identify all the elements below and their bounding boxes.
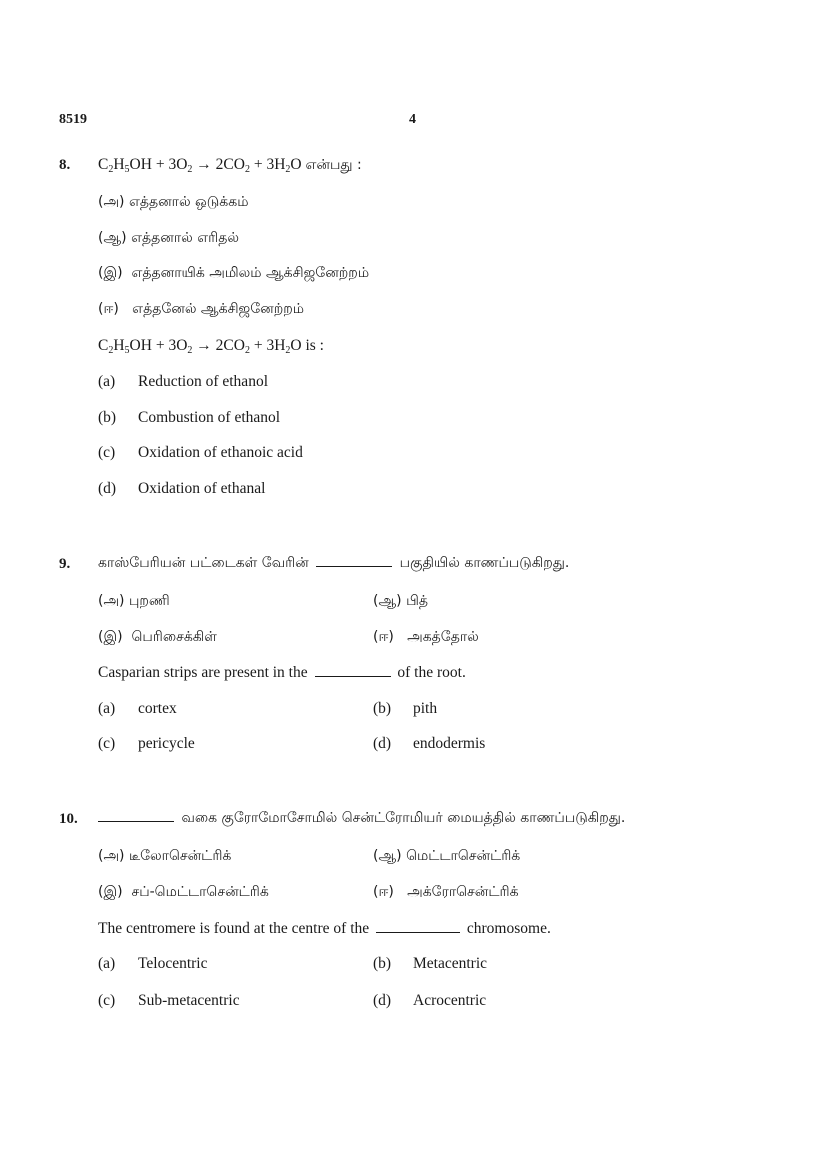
option-label-d: (d) [373,735,392,752]
question-9-english-stem: Casparian strips are present in the of the root. [98,664,466,681]
option-label-d: (d) [373,992,392,1009]
option-text-d: endodermis [413,735,486,752]
answer-blank [315,675,391,677]
option-label-b: (b) [373,700,392,717]
option-text-b: pith [413,700,438,717]
answer-blank [98,820,174,822]
option-label-c: (c) [98,735,116,752]
option-tamil-a: (அ) எத்தனால் ஒடுக்கம் [98,194,249,210]
question-10-tamil-stem: வகை குரோமோசோமில் சென்ட்ரோமியர் மையத்தில் காணப்படுகிறது. [98,810,625,828]
option-label-c: (c) [98,992,116,1009]
question-8-tamil-stem [98,156,362,175]
page-number: 4 [409,112,416,127]
option-tamil-a: (அ) டீலோசென்ட்ரிக் [98,848,232,864]
question-8-english-stem [98,337,324,355]
equation: $C_2H_5OH + 3O_2 \to 2CO_2 + 3H_2O$ [98,337,302,356]
option-label-c: (c) [98,444,116,461]
option-label-a: (a) [98,373,116,390]
question-9-tamil-stem: காஸ்பேரியன் பட்டைகள் வேரின் பகுதியில் காணப்படுகிறது. [98,555,570,571]
option-text-a: cortex [138,700,177,717]
question-10-english-stem: The centromere is found at the centre of the chromosome. [98,920,551,937]
option-text-b: Metacentric [413,955,488,972]
question-8-number: 8. [59,157,71,173]
option-text-a: Telocentric [138,955,208,972]
option-tamil-i: (இ) சப்-மெட்டாசென்ட்ரிக் [98,884,269,900]
option-tamil-ii: (ஈ) எத்தனேல் ஆக்சிஜனேற்றம் [98,301,305,317]
option-text-c: pericycle [138,735,195,752]
option-text-d: Oxidation of ethanal [138,480,266,497]
option-tamil-ii: (ஈ) அகத்தோல் [373,629,479,645]
option-label-d: (d) [98,480,117,497]
option-tamil-i: (இ) பெரிசைக்கிள் [98,629,217,645]
option-tamil-aa: (ஆ) எத்தனால் எரிதல் [98,230,239,246]
option-label-a: (a) [98,955,116,972]
paper-code: 8519 [59,112,87,127]
option-tamil-i: (இ) எத்தனாயிக் அமிலம் ஆக்சிஜனேற்றம் [98,265,370,281]
option-tamil-aa: (ஆ) பித் [373,593,428,609]
option-text-c: Sub-metacentric [138,992,240,1009]
option-tamil-ii: (ஈ) அக்ரோசென்ட்ரிக் [373,884,519,900]
tamil-suffix: என்பது : [305,157,362,173]
option-label-b: (b) [98,409,117,426]
answer-blank [316,565,392,567]
option-label-b: (b) [373,955,392,972]
option-text-b: Combustion of ethanol [138,409,281,426]
question-9-number: 9. [59,556,71,572]
option-text-c: Oxidation of ethanoic acid [138,444,303,461]
equation: $C_2H_5OH + 3O_2 \to 2CO_2 + 3H_2O$ [98,156,302,175]
option-label-a: (a) [98,700,116,717]
question-10-number: 10. [59,811,78,827]
option-tamil-a: (அ) புறணி [98,593,170,609]
option-text-a: Reduction of ethanol [138,373,268,390]
option-tamil-aa: (ஆ) மெட்டாசென்ட்ரிக் [373,848,521,864]
option-text-d: Acrocentric [413,992,487,1009]
english-suffix: is : [305,337,324,354]
answer-blank [376,931,460,933]
